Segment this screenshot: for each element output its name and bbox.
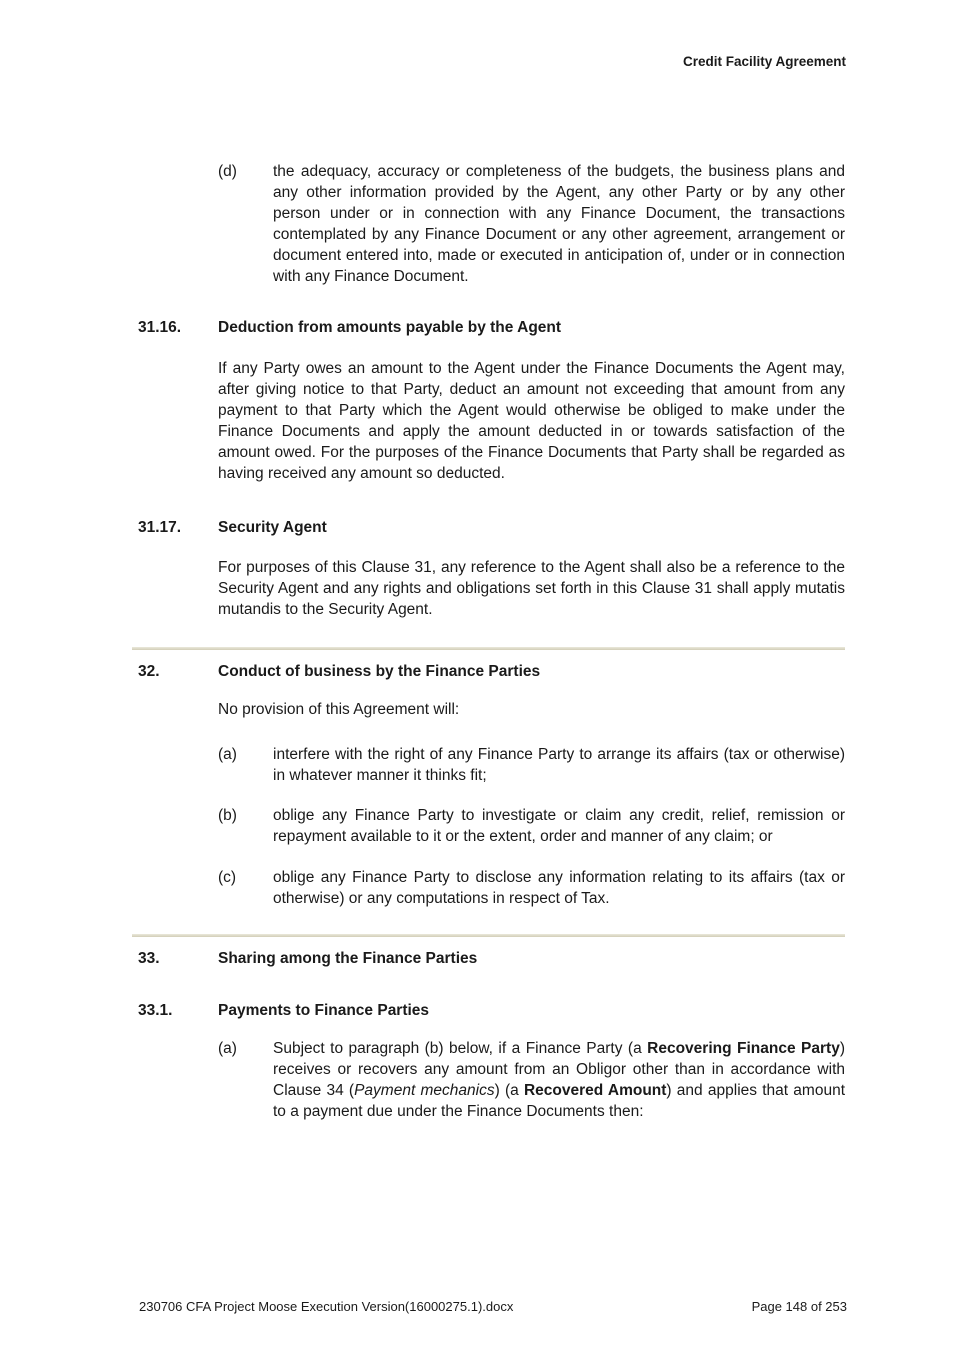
clause-item-d-text: the adequacy, accuracy or completeness of the budgets, the business plans and any other information provided by the Agent, any other Party or by any other person under or in connection with any Finance Document, the transactions contemplated by any Finance Document or any other agreement, arrangement or document entered into, made or executed in anticipation of, under or in connection with any Finance Document. bbox=[273, 163, 845, 285]
section-31-17-body: For purposes of this Clause 31, any reference to the Agent shall also be a reference to the Security Agent and any rights and obligations set forth in this Clause 31 shall apply mutatis mutandis to the Security Agent. bbox=[218, 559, 845, 618]
section-title-31-17: Security Agent bbox=[218, 519, 327, 536]
list-marker-33-1-a: (a) bbox=[218, 1040, 237, 1057]
clause-item-32-a-text: interfere with the right of any Finance Party to arrange its affairs (tax or otherwise) in whatever manner it thinks fit; bbox=[273, 746, 845, 784]
clause-item-33-1-a bbox=[218, 1038, 845, 1122]
section-title-31-16: Deduction from amounts payable by the Agent bbox=[218, 319, 562, 336]
clause-item-32-b bbox=[218, 805, 845, 847]
section-divider bbox=[132, 934, 845, 937]
list-marker-32-c: (c) bbox=[218, 869, 237, 886]
section-heading-31-17 bbox=[138, 517, 845, 538]
document-body bbox=[138, 161, 845, 1122]
footer-page-number: Page 148 of 253 bbox=[751, 1299, 847, 1314]
header-title: Credit Facility Agreement bbox=[682, 54, 846, 69]
clause-item-32-c bbox=[218, 867, 845, 909]
section-heading-32 bbox=[138, 661, 845, 682]
list-marker-32-b: (b) bbox=[218, 807, 237, 824]
page-header bbox=[138, 54, 846, 70]
list-marker-d: (d) bbox=[218, 163, 237, 180]
section-number-32: 32. bbox=[138, 663, 160, 680]
section-title-33-1: Payments to Finance Parties bbox=[218, 1002, 430, 1019]
clause-item-d bbox=[218, 161, 845, 287]
clause-item-32-b-text: oblige any Finance Party to investigate or claim any credit, relief, remission or repayment available to it or the extent, order and manner of any claim; or bbox=[273, 807, 845, 845]
clause-item-33-1-a-text: Subject to paragraph (b) below, if a Finance Party (a Recovering Finance Party) receives or recovers any amount from an Obligor other than in accordance with Clause 34 (Payment mechanics) (a Recovered Amount) and applies that amount to a payment due under the Finance Documents then: bbox=[273, 1040, 845, 1120]
clause-item-32-a bbox=[218, 744, 845, 786]
section-heading-33 bbox=[138, 948, 845, 969]
section-heading-33-1 bbox=[138, 1000, 845, 1021]
section-number-33: 33. bbox=[138, 950, 160, 967]
section-31-16-body: If any Party owes an amount to the Agent under the Finance Documents the Agent may, after giving notice to that Party, deduct an amount not exceeding that amount from any payment to that Party which the Agent would otherwise be obliged to make under the Finance Documents and apply the amount deducted in or towards satisfaction of the amount owed. For the purposes of the Finance Documents that Party shall be regarded as having received any amount so deducted. bbox=[218, 360, 845, 482]
section-divider bbox=[132, 647, 845, 650]
section-heading-31-16 bbox=[138, 317, 845, 338]
section-title-32: Conduct of business by the Finance Parties bbox=[218, 663, 541, 680]
footer-filename: 230706 CFA Project Moose Execution Version(16000275.1).docx bbox=[139, 1299, 514, 1314]
section-32-intro: No provision of this Agreement will: bbox=[218, 701, 460, 718]
section-number-31-17: 31.17. bbox=[138, 519, 182, 536]
section-number-31-16: 31.16. bbox=[138, 319, 182, 336]
clause-item-32-c-text: oblige any Finance Party to disclose any information relating to its affairs (tax or otherwise) or any computations in respect of Tax. bbox=[273, 869, 845, 907]
list-marker-32-a: (a) bbox=[218, 746, 237, 763]
page-footer bbox=[139, 1299, 847, 1315]
section-title-33: Sharing among the Finance Parties bbox=[218, 950, 478, 967]
section-number-33-1: 33.1. bbox=[138, 1002, 173, 1019]
